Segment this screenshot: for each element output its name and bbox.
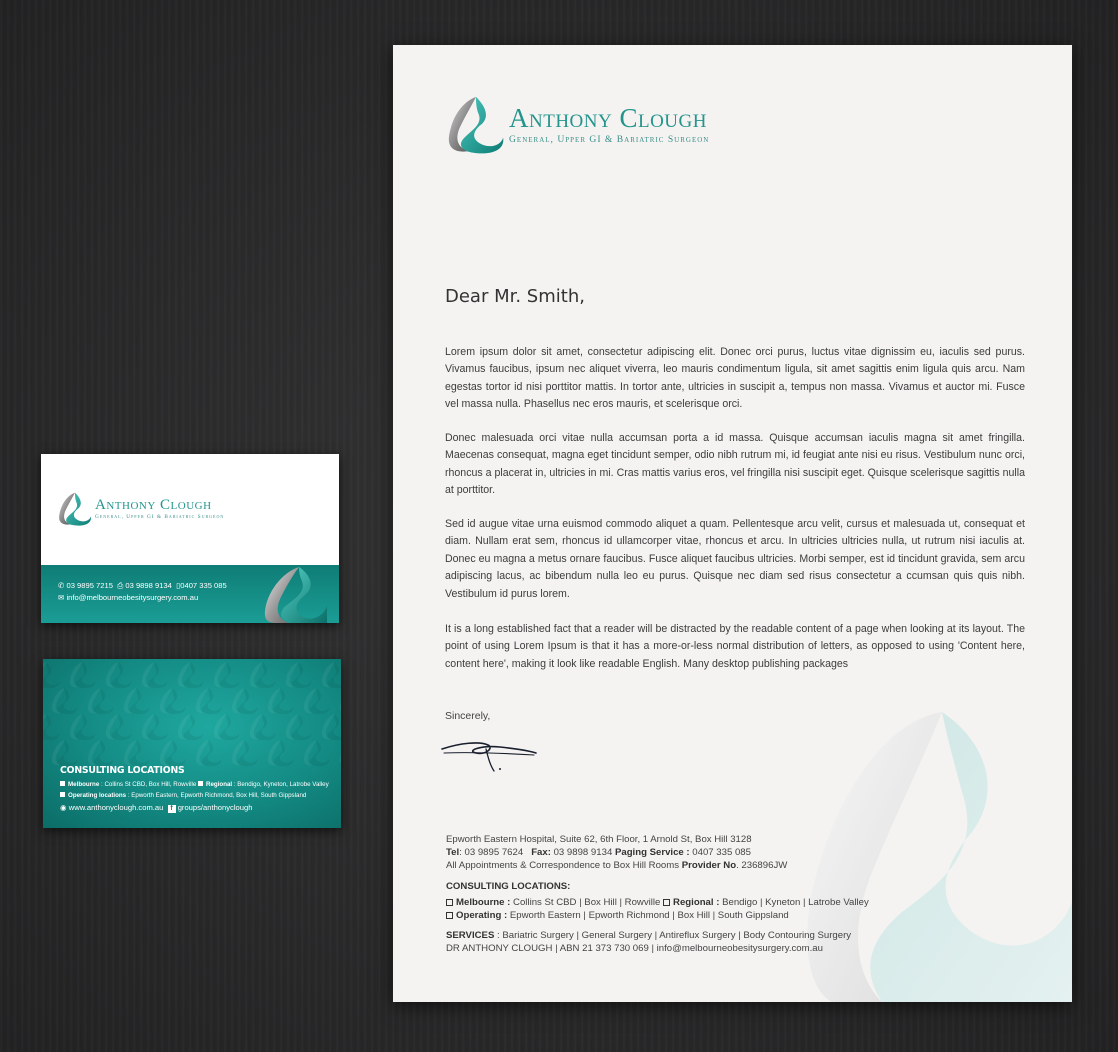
footer-operating-line [446, 909, 869, 922]
pattern-logo-mark [322, 714, 341, 740]
pattern-logo-mark [88, 740, 113, 766]
facebook-icon: f [168, 805, 176, 813]
pattern-logo-mark [214, 662, 239, 688]
footer-consulting-heading: CONSULTING LOCATIONS: [446, 881, 571, 892]
globe-icon: ◉ [60, 803, 67, 812]
pattern-logo-mark [52, 740, 77, 766]
footer-melbourne: Collins St CBD | Box Hill | Rowville [510, 897, 661, 908]
brand-name: Anthony Clough [95, 496, 212, 513]
card-back-operating [60, 792, 306, 799]
pattern-logo-mark [250, 662, 275, 688]
business-card-front [41, 454, 339, 623]
square-bullet-icon [60, 781, 65, 786]
footer-contact-line [446, 846, 869, 859]
pattern-logo-mark [124, 688, 149, 714]
footer-paging-label: Paging Service : [614, 847, 690, 858]
pattern-logo-mark [124, 740, 149, 766]
pattern-logo-mark [268, 688, 293, 714]
pattern-logo-mark [304, 688, 329, 714]
pattern-logo-mark [106, 662, 131, 688]
pattern-logo-mark [43, 714, 59, 740]
footer-appointments: All Appointments & Correspondence to Box Hill Rooms [446, 860, 680, 871]
footer-address: Epworth Eastern Hospital, Suite 62, 6th Floor, 1 Arnold St, Box Hill 3128 [446, 834, 752, 845]
footer-provider-label: Provider No [681, 860, 737, 871]
pattern-logo-mark [304, 740, 329, 766]
card-front-phones [58, 581, 227, 591]
card-back-melbourne: : Collins St CBD, Box Hill, Rowville [99, 781, 197, 788]
footer-regional: Bendigo | Kyneton | Latrobe Valley [719, 897, 869, 908]
pattern-logo-mark [340, 740, 341, 766]
card-back-regional-label: Regional [206, 781, 233, 788]
business-card-back [43, 659, 341, 828]
footer-regional-label: Regional : [673, 897, 720, 908]
card-back-facebook: groups/anthonyclough [177, 803, 253, 812]
card-email: info@melbourneobesitysurgery.com.au [66, 593, 199, 602]
brand-tagline: General, Upper GI & Bariatric Surgeon [95, 513, 225, 520]
footer-tel-label: Tel [446, 847, 460, 858]
mobile-icon: ▯ [176, 581, 181, 590]
letterhead-logo [445, 95, 709, 155]
card-back-website: www.anthonyclough.com.au [68, 803, 164, 812]
signature-icon [440, 735, 540, 775]
card-back-operating-value: : Epworth Eastern, Epworth Richmond, Box Hill, South Gippsland [126, 792, 307, 799]
brand-tagline: General, Upper GI & Bariatric Surgeon [509, 134, 710, 146]
pattern-logo-mark [232, 740, 257, 766]
footer-operating: Epworth Eastern | Epworth Richmond | Box Hill | South Gippsland [507, 910, 789, 921]
letterhead-page [393, 45, 1072, 1002]
letter-paragraph: Lorem ipsum dolor sit amet, consectetur adipiscing elit. Donec orci purus, luctus vitae dignissim eu, iaculis sed purus. Vivamus faucibus, ipsum nec aliquet viverra, leo mauris condimentum ligula, sit amet sagittis enim ligula quis arcu. Nam egestas tortor id nisi porttitor mattis. In tortor ante, ultricies in suscipit a, tempus non massa. Vivamus et auctor mi. Fusce vel massa nulla. Phasellus nec eros mauris, et scelerisque orci. [445, 346, 1025, 411]
footer-paging: 0407 335 085 [689, 847, 751, 858]
fax-icon: ⎙ [117, 581, 124, 590]
card-back-regional: : Bendigo, Kyneton, Latrobe Valley [232, 781, 329, 788]
pattern-logo-mark [70, 662, 95, 688]
pattern-logo-mark [88, 688, 113, 714]
checkbox-bullet-icon [663, 899, 670, 906]
footer-services: : Bariatric Surgery | General Surgery | Antireflux Surgery | Body Contouring Surgery [494, 930, 852, 941]
card-back-locations [60, 781, 329, 788]
pattern-logo-mark [250, 714, 275, 740]
card-phone: 03 9895 7215 [66, 581, 113, 590]
brand-name: Anthony Clough [509, 103, 707, 134]
pattern-logo-mark [286, 714, 311, 740]
pattern-logo-mark [178, 714, 203, 740]
card-fax: 03 9898 9134 [125, 581, 172, 590]
card-front-contact-band [41, 565, 339, 623]
footer-services-line [446, 929, 869, 942]
pattern-logo-mark [70, 714, 95, 740]
pattern-logo-mark [43, 662, 59, 688]
pattern-logo-mark [196, 688, 221, 714]
letter-paragraph: It is a long established fact that a reader will be distracted by the readable content of a page when looking at its layout. The point of using Lorem Ipsum is that it has a more-or-less normal distribution of letters, as opposed to using 'Content here, content here', making it look like readable English. Many desktop publishing packages [445, 623, 1025, 670]
square-bullet-icon [60, 792, 65, 797]
card-back-web-line [60, 803, 252, 813]
card-back-title: CONSULTING LOCATIONS [60, 765, 185, 776]
card-front-logo [58, 491, 224, 527]
logo-mark-icon [58, 491, 92, 527]
letter-greeting: Dear Mr. Smith, [445, 286, 585, 307]
phone-icon: ✆ [58, 581, 65, 590]
card-back-melbourne-label: Melbourne [68, 781, 100, 788]
pattern-logo-mark [106, 714, 131, 740]
pattern-logo-mark [214, 714, 239, 740]
letter-closing: Sincerely, [445, 710, 491, 722]
pattern-logo-mark [160, 740, 185, 766]
square-bullet-icon [198, 781, 203, 786]
pattern-logo-mark [340, 688, 341, 714]
card-back-operating-label: Operating locations [68, 792, 127, 799]
footer-fax-label: Fax: [531, 847, 551, 858]
pattern-logo-mark [52, 688, 77, 714]
card-mobile: 0407 335 085 [180, 581, 227, 590]
pattern-logo-mark [160, 688, 185, 714]
footer-company-line: DR ANTHONY CLOUGH | ABN 21 373 730 069 | info@melbourneobesitysurgery.com.au [446, 943, 823, 954]
footer-operating-label: Operating : [456, 910, 508, 921]
pattern-logo-mark [232, 688, 257, 714]
pattern-logo-mark [142, 714, 167, 740]
pattern-logo-mark [286, 662, 311, 688]
footer-appointments-line [446, 859, 869, 872]
checkbox-bullet-icon [446, 912, 453, 919]
checkbox-bullet-icon [446, 899, 453, 906]
letterhead-footer [446, 833, 869, 955]
letter-paragraph: Sed id augue vitae urna euismod commodo aliquet a quam. Pellentesque arcu velit, cursus et malesuada ut, consequat et diam. Nullam erat sem, rhoncus id ullamcorper vitae, rhoncus et arcu. In ultricies ultricies nulla, ut rutrum nisi iaculis at. Donec eu magna a metus ornare faucibus. Fusce aliquet faucibus ultricies. Morbi semper, est id tincidunt gravida, sem arcu adipiscing lacus, ac bibendum nulla leo eu purus. Quisque nec diam sed risus consectetur a ccumsan quis quis nibh. Vestibulum id purus lorem. [445, 518, 1025, 600]
logo-mark-icon [445, 95, 507, 155]
footer-locations-line [446, 896, 869, 909]
footer-provider: . 236896JW [736, 860, 788, 871]
letter-paragraph: Donec malesuada orci vitae nulla accumsan porta a id massa. Quisque accumsan iaculis magna sit amet fringilla. Maecenas consequat, magna eget tincidunt semper, odio nibh rutrum mi, id feugiat ante nisi eu risus. Vestibulum nunc orci, rhoncus a placerat in, ultricies in mi. Cras mattis varius eros, vel fringilla nisi suscipit eget. Quisque scelerisque sagittis nulla at porttitor. [445, 432, 1025, 497]
footer-services-label: SERVICES [446, 930, 495, 941]
footer-melbourne-label: Melbourne : [456, 897, 511, 908]
pattern-logo-mark [196, 740, 221, 766]
pattern-logo-mark [178, 662, 203, 688]
email-icon: ✉ [58, 593, 65, 602]
pattern-logo-mark [142, 662, 167, 688]
footer-fax: 03 9898 9134 [550, 847, 613, 858]
pattern-logo-mark [322, 662, 341, 688]
card-front-email-line [58, 593, 198, 602]
logo-mark-large-icon [259, 565, 329, 623]
footer-tel: : 03 9895 7624 [459, 847, 524, 858]
pattern-logo-mark [268, 740, 293, 766]
